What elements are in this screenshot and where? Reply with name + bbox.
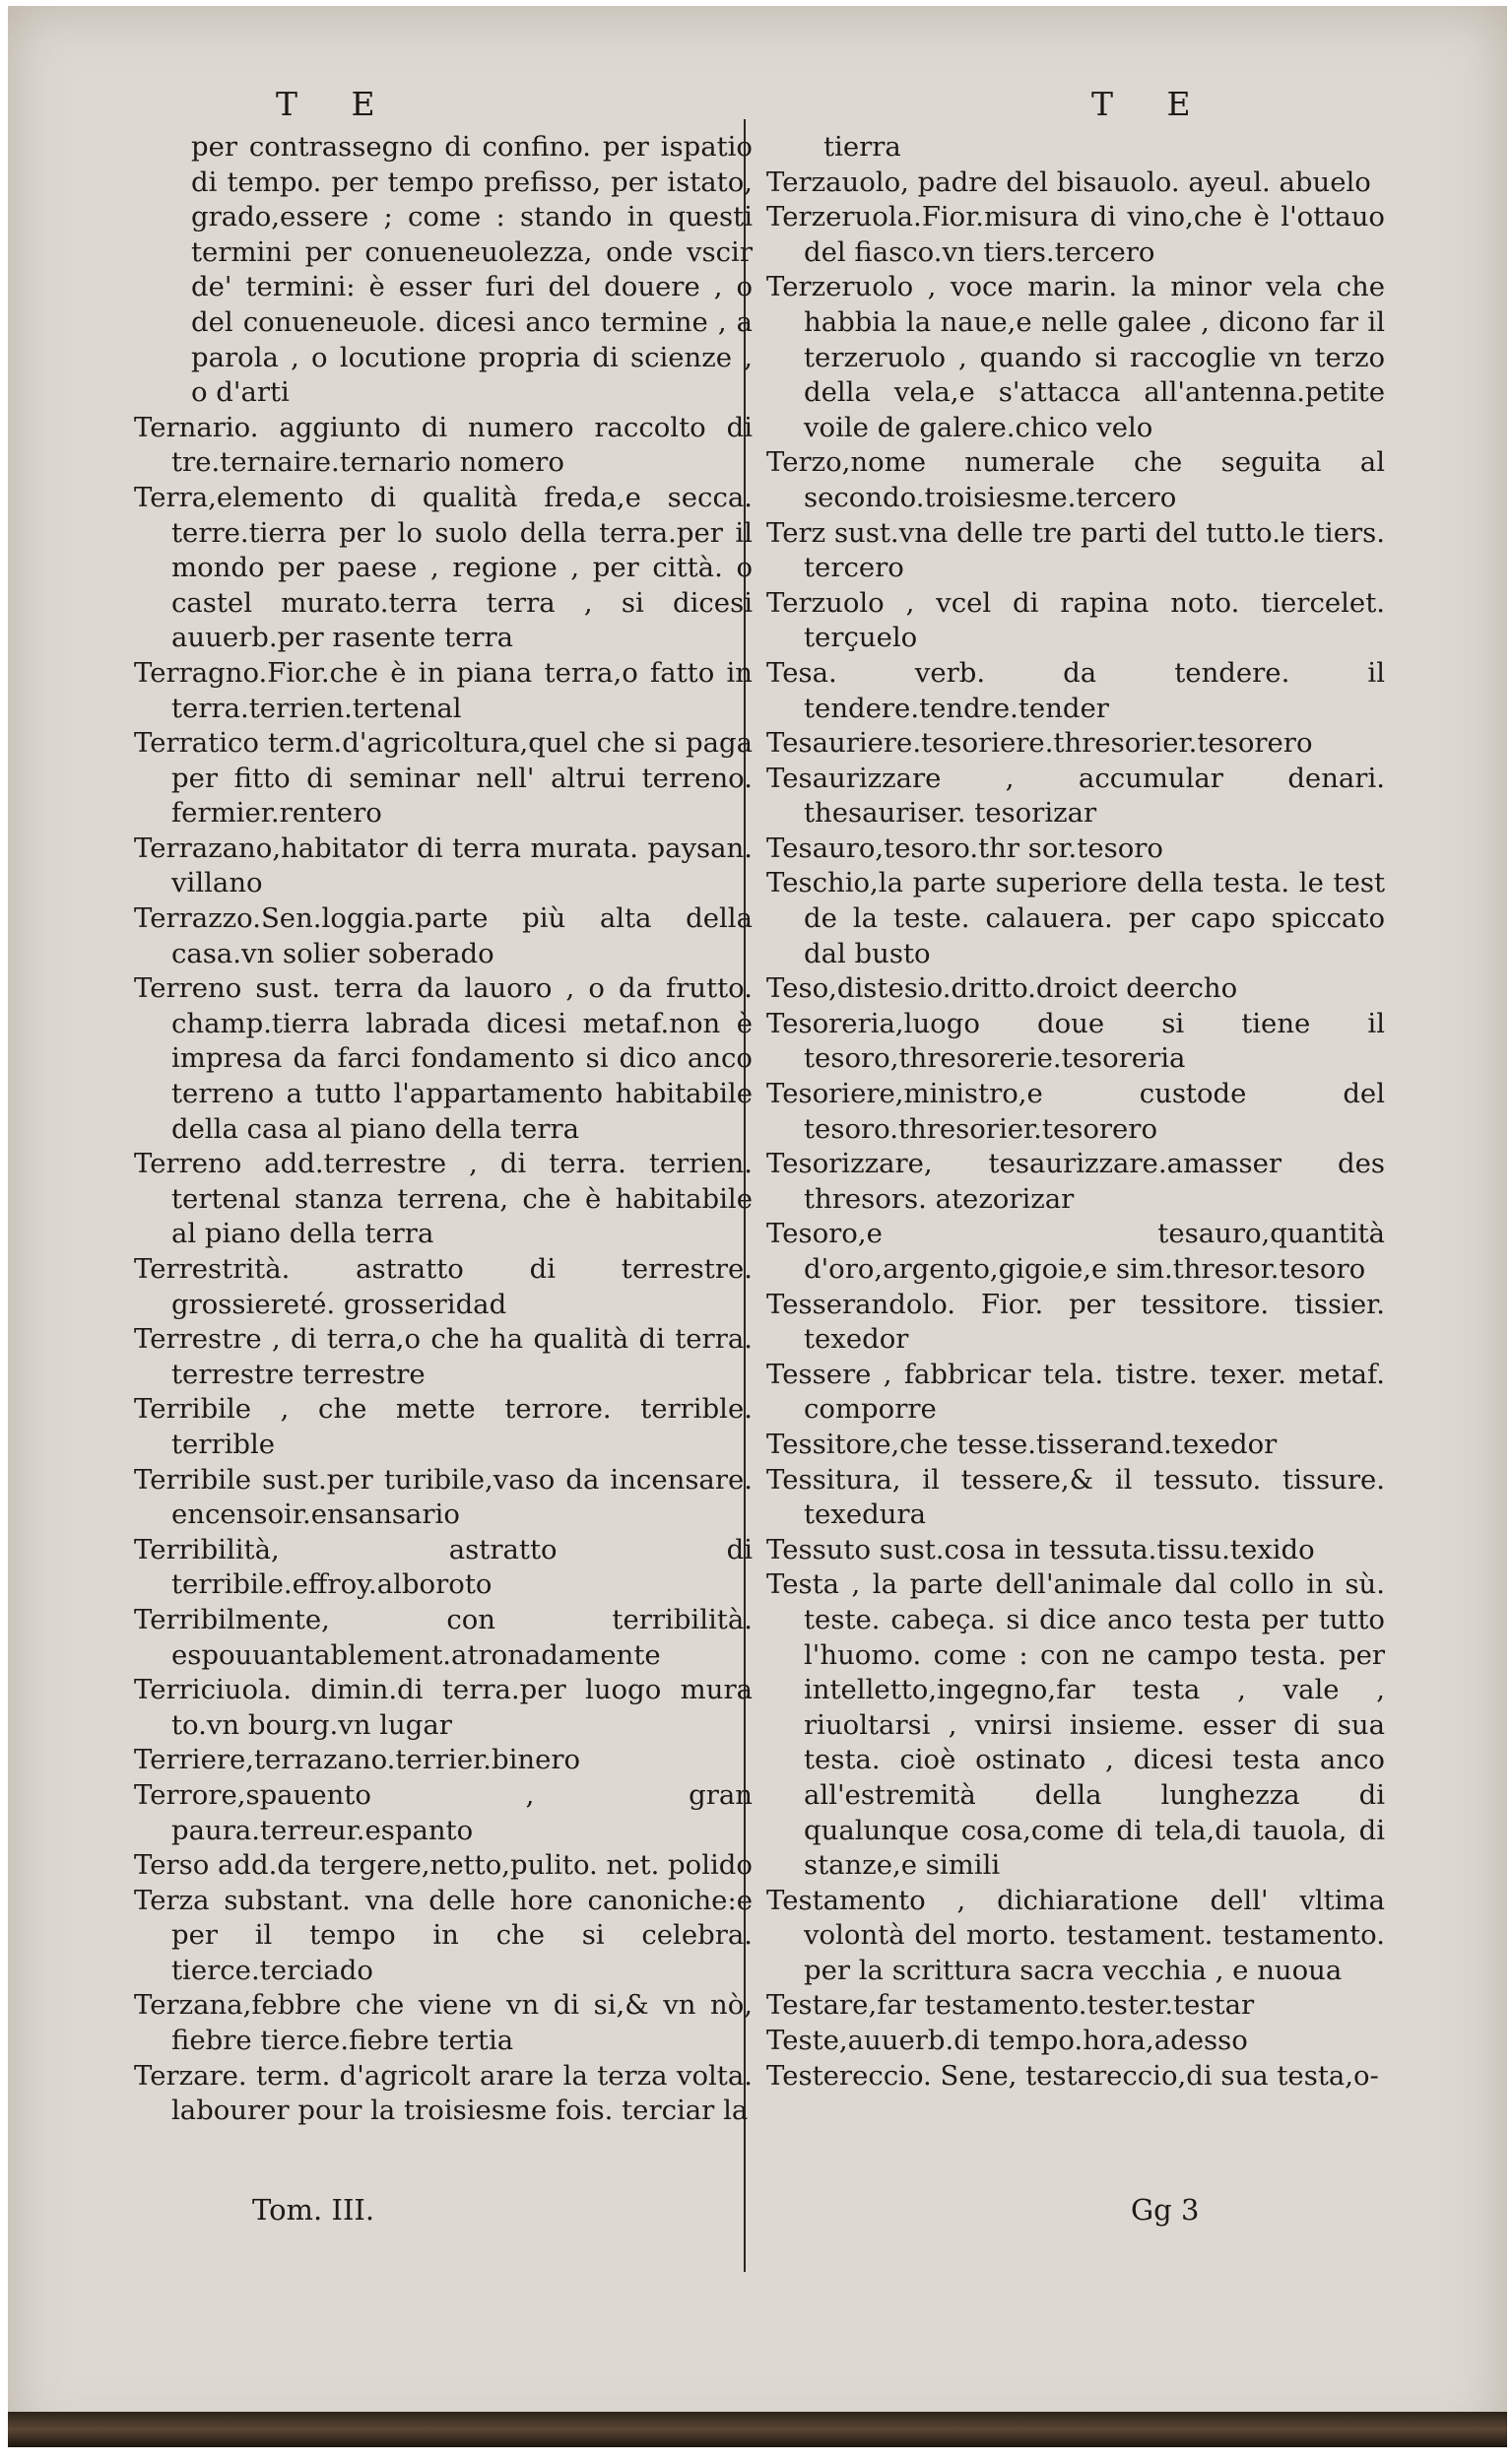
dictionary-entry: Terreno sust. terra da lauoro , o da frutto. champ.tierra labrada dicesi metaf.non è impresa da farci fondamento si dico anco terreno a tutto l'appartamento habitabile della casa al piano della terra — [134, 972, 753, 1145]
gathering-signature: Gg 3 — [1131, 2193, 1200, 2227]
dictionary-entry: Teste,auuerb.di tempo.hora,adesso — [766, 2025, 1248, 2057]
dictionary-entry: Terribilità, astratto di terribile.effroy.alboroto — [134, 1533, 753, 1601]
dictionary-entry: Teschio,la parte superiore della testa. le test de la teste. calauera. per capo spiccato dal busto — [766, 867, 1385, 969]
book-page — [8, 6, 1507, 2447]
dictionary-entry: Terriciuola. dimin.di terra.per luogo mura to.vn bourg.vn lugar — [134, 1674, 753, 1741]
dictionary-entry: tierra — [823, 131, 901, 163]
dictionary-entry: Testa , la parte dell'animale dal collo in sù. teste. cabeça. si dice anco testa per tutto l'huomo. come : con ne campo testa. per intelletto,ingegno,far testa , vale , riuoltarsi , vnirsi insieme. esser di sua testa. cioè ostinato , dicesi testa anco all'estremità della lunghezza di qualunque cosa,come di tela,di tauola, di stanze,e simili — [766, 1568, 1385, 1882]
dictionary-entry: Tesauro,tesoro.thr sor.tesoro — [766, 832, 1163, 864]
dictionary-entry: Terra,elemento di qualità freda,e secca. terre.tierra per lo suolo della terra.per il mondo per paese , regione , per città. o castel murato.terra terra , si dicesi auuerb.per rasente terra — [134, 481, 753, 654]
dictionary-entry: Terzana,febbre che viene vn di si,& vn nò, fiebre tierce.fiebre tertia — [134, 1989, 753, 2057]
dictionary-entry: Terreno add.terrestre , di terra. terrien. tertenal stanza terrena, che è habitabile al piano della terra — [134, 1148, 753, 1250]
dictionary-entry: Testereccio. Sene, testareccio,di sua testa,o- — [766, 2059, 1379, 2092]
dictionary-entry: Terribilmente, con terribilità. espouuantablement.atronadamente — [134, 1603, 753, 1671]
dictionary-entry: Tesorizzare, tesaurizzare.amasser des thresors. atezorizar — [766, 1148, 1385, 1215]
dictionary-entry: Terzeruolo , voce marin. la minor vela che habbia la naue,e nelle galee , dicono far il terzeruolo , quando si raccoglie vn terzo della vela,e s'attacca all'antenna.petite voile de galere.chico velo — [766, 271, 1385, 443]
right-column — [766, 130, 1385, 2094]
dictionary-entry: Tesoriere,ministro,e custode del tesoro.thresorier.tesorero — [766, 1078, 1385, 1145]
dictionary-entry: Ternario. aggiunto di numero raccolto di tre.ternaire.ternario nomero — [134, 411, 753, 479]
dictionary-entry: Tessuto sust.cosa in tessuta.tissu.texido — [766, 1533, 1315, 1565]
dictionary-entry: Terrestre , di terra,o che ha qualità di terra. terrestre terrestre — [134, 1323, 753, 1390]
book-edge-shadow — [8, 2412, 1507, 2447]
dictionary-entry: Terrore,spauento , gran paura.terreur.espanto — [134, 1778, 753, 1846]
dictionary-entry: Terragno.Fior.che è in piana terra,o fatto in terra.terrien.tertenal — [134, 656, 753, 724]
dictionary-entry: Terrestrità. astratto di terrestre. grossiereté. grosseridad — [134, 1253, 753, 1320]
left-column — [134, 130, 753, 2129]
dictionary-entry: Terzo,nome numerale che seguita al secondo.troisiesme.tercero — [766, 446, 1385, 513]
dictionary-entry: Tessitura, il tessere,& il tessuto. tissure. texedura — [766, 1463, 1385, 1531]
dictionary-entry: Terza substant. vna delle hore canoniche:e per il tempo in che si celebra. tierce.terciado — [134, 1884, 753, 1986]
volume-signature: Tom. III. — [252, 2193, 375, 2227]
dictionary-entry: Terz sust.vna delle tre parti del tutto.le tiers. tercero — [766, 516, 1385, 584]
dictionary-entry: Tesaurizzare , accumular denari. thesauriser. tesorizar — [766, 762, 1385, 830]
dictionary-entry: Terzeruola.Fior.misura di vino,che è l'ottauo del fiasco.vn tiers.tercero — [766, 201, 1385, 268]
dictionary-entry: Terzauolo, padre del bisauolo. ayeul. abuelo — [766, 166, 1371, 198]
dictionary-entry: Terrazzo.Sen.loggia.parte più alta della casa.vn solier soberado — [134, 902, 753, 969]
dictionary-entry: Tesa. verb. da tendere. il tendere.tendre.tender — [766, 656, 1385, 724]
dictionary-entry: Tessere , fabbricar tela. tistre. texer. metaf. comporre — [766, 1358, 1385, 1426]
dictionary-entry: Terso add.da tergere,netto,pulito. net. polido — [134, 1849, 753, 1882]
dictionary-entry: Terrazano,habitator di terra murata. paysan. villano — [134, 832, 753, 899]
dictionary-entry: Testare,far testamento.tester.testar — [766, 1989, 1255, 2022]
dictionary-entry: Tesauriere.tesoriere.thresorier.tesorero — [766, 727, 1313, 760]
dictionary-entry: Tesserandolo. Fior. per tessitore. tissier. texedor — [766, 1288, 1385, 1356]
dictionary-entry: Terzare. term. d'agricolt arare la terza volta. labourer pour la troisiesme fois. terciar la — [134, 2059, 753, 2127]
dictionary-entry: Teso,distesio.dritto.droict deercho — [766, 972, 1238, 1005]
running-header-right: T E — [1091, 85, 1213, 123]
dictionary-entry: Terribile sust.per turibile,vaso da incensare. encensoir.ensansario — [134, 1463, 753, 1531]
dictionary-entry: Tesoro,e tesauro,quantità d'oro,argento,gigoie,e sim.thresor.tesoro — [766, 1218, 1385, 1285]
running-header-left: T E — [276, 85, 397, 123]
dictionary-entry: Testamento , dichiaratione dell' vltima volontà del morto. testament. testamento. per la scrittura sacra vecchia , e nuoua — [766, 1884, 1385, 1986]
dictionary-entry: Terriere,terrazano.terrier.binero — [134, 1744, 581, 1776]
dictionary-entry: per contrassegno di confino. per ispatio di tempo. per tempo prefisso, per istato, grado,essere ; come : stando in questi termini per conueneuolezza, onde vscir de' termini: è esser furi del douere , o del conueneuole. dicesi anco termine , a parola , o locutione propria di scienze , o d'arti — [191, 131, 753, 409]
dictionary-entry: Terratico term.d'agricoltura,quel che si paga per fitto di seminar nell' altrui terreno. fermier.rentero — [134, 727, 753, 830]
dictionary-entry: Tessitore,che tesse.tisserand.texedor — [766, 1428, 1278, 1460]
dictionary-entry: Terzuolo , vcel di rapina noto. tiercelet. terçuelo — [766, 586, 1385, 654]
dictionary-entry: Tesoreria,luogo doue si tiene il tesoro,thresorerie.tesoreria — [766, 1007, 1385, 1075]
dictionary-entry: Terribile , che mette terrore. terrible. terrible — [134, 1393, 753, 1460]
